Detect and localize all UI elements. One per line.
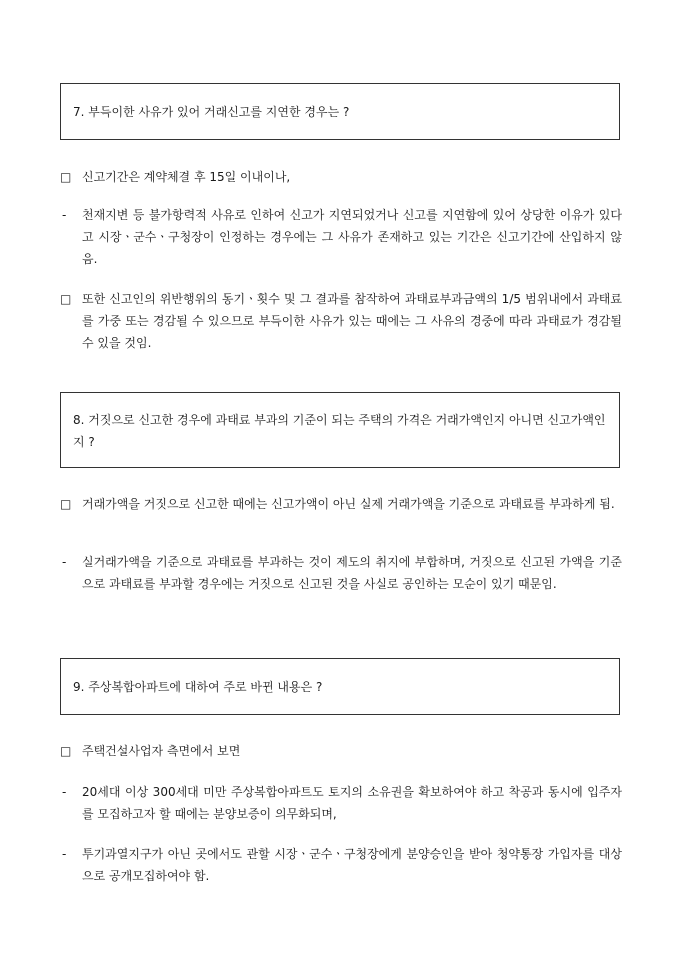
paragraph-text: 또한 신고인의 위반행위의 동기ㆍ횟수 및 그 결과를 참작하여 과태료부과금액의 1/5 범위내에서 과태료를 가중 또는 경감될 수 있으므로 부득이한 사유가 있는 때에는 그 사유의 경중에 따라 과태료가 경감될 수 있을 것임. (82, 292, 622, 350)
paragraph-9-1 (60, 740, 622, 762)
paragraph-9-3 (60, 843, 622, 887)
paragraph-7-3 (60, 288, 622, 354)
question-title-8: 8. 거짓으로 신고한 경우에 과태료 부과의 기준이 되는 주택의 가격은 거래가액인지 아니면 신고가액인지 ? (73, 413, 606, 449)
checkbox-bullet: □ (60, 292, 72, 306)
dash-bullet: - (62, 555, 67, 569)
checkbox-bullet: □ (60, 497, 72, 511)
paragraph-text: 천재지변 등 불가항력적 사유로 인하여 신고가 지연되었거나 신고를 지연함에 있어 상당한 이유가 있다고 시장ㆍ군수ㆍ구청장이 인정하는 경우에는 그 사유가 존재하고 있는 기간은 신고기간에 산입하지 않음. (82, 208, 622, 266)
question-box-9 (60, 658, 620, 715)
question-box-8 (60, 392, 620, 468)
paragraph-8-1 (60, 493, 622, 515)
question-title-7: 7. 부득이한 사유가 있어 거래신고를 지연한 경우는 ? (73, 105, 350, 119)
paragraph-text: 주택건설사업자 측면에서 보면 (82, 744, 241, 758)
paragraph-7-2 (60, 204, 622, 270)
question-title-9: 9. 주상복합아파트에 대하여 주로 바뀐 내용은 ? (73, 680, 323, 694)
paragraph-7-1 (60, 166, 622, 188)
checkbox-bullet: □ (60, 170, 72, 184)
paragraph-9-2 (60, 781, 622, 825)
paragraph-text: 거래가액을 거짓으로 신고한 때에는 신고가액이 아닌 실제 거래가액을 기준으로 과태료를 부과하게 됨. (82, 497, 615, 511)
paragraph-8-2 (60, 551, 622, 595)
dash-bullet: - (62, 785, 67, 799)
checkbox-bullet: □ (60, 744, 72, 758)
paragraph-text: 20세대 이상 300세대 미만 주상복합아파트도 토지의 소유권을 확보하여야 하고 착공과 동시에 입주자를 모집하고자 할 때에는 분양보증이 의무화되며, (82, 785, 622, 821)
paragraph-text: 실거래가액을 기준으로 과태료를 부과하는 것이 제도의 취지에 부합하며, 거짓으로 신고된 가액을 기준으로 과태료를 부과할 경우에는 거짓으로 신고된 것을 사실로 공인하는 모순이 있기 때문임. (82, 555, 622, 591)
paragraph-text: 투기과열지구가 아닌 곳에서도 관할 시장ㆍ군수ㆍ구청장에게 분양승인을 받아 청약통장 가입자를 대상으로 공개모집하여야 함. (82, 847, 622, 883)
dash-bullet: - (62, 208, 67, 222)
question-box-7 (60, 83, 620, 140)
dash-bullet: - (62, 847, 67, 861)
paragraph-text: 신고기간은 계약체결 후 15일 이내이나, (82, 170, 291, 184)
